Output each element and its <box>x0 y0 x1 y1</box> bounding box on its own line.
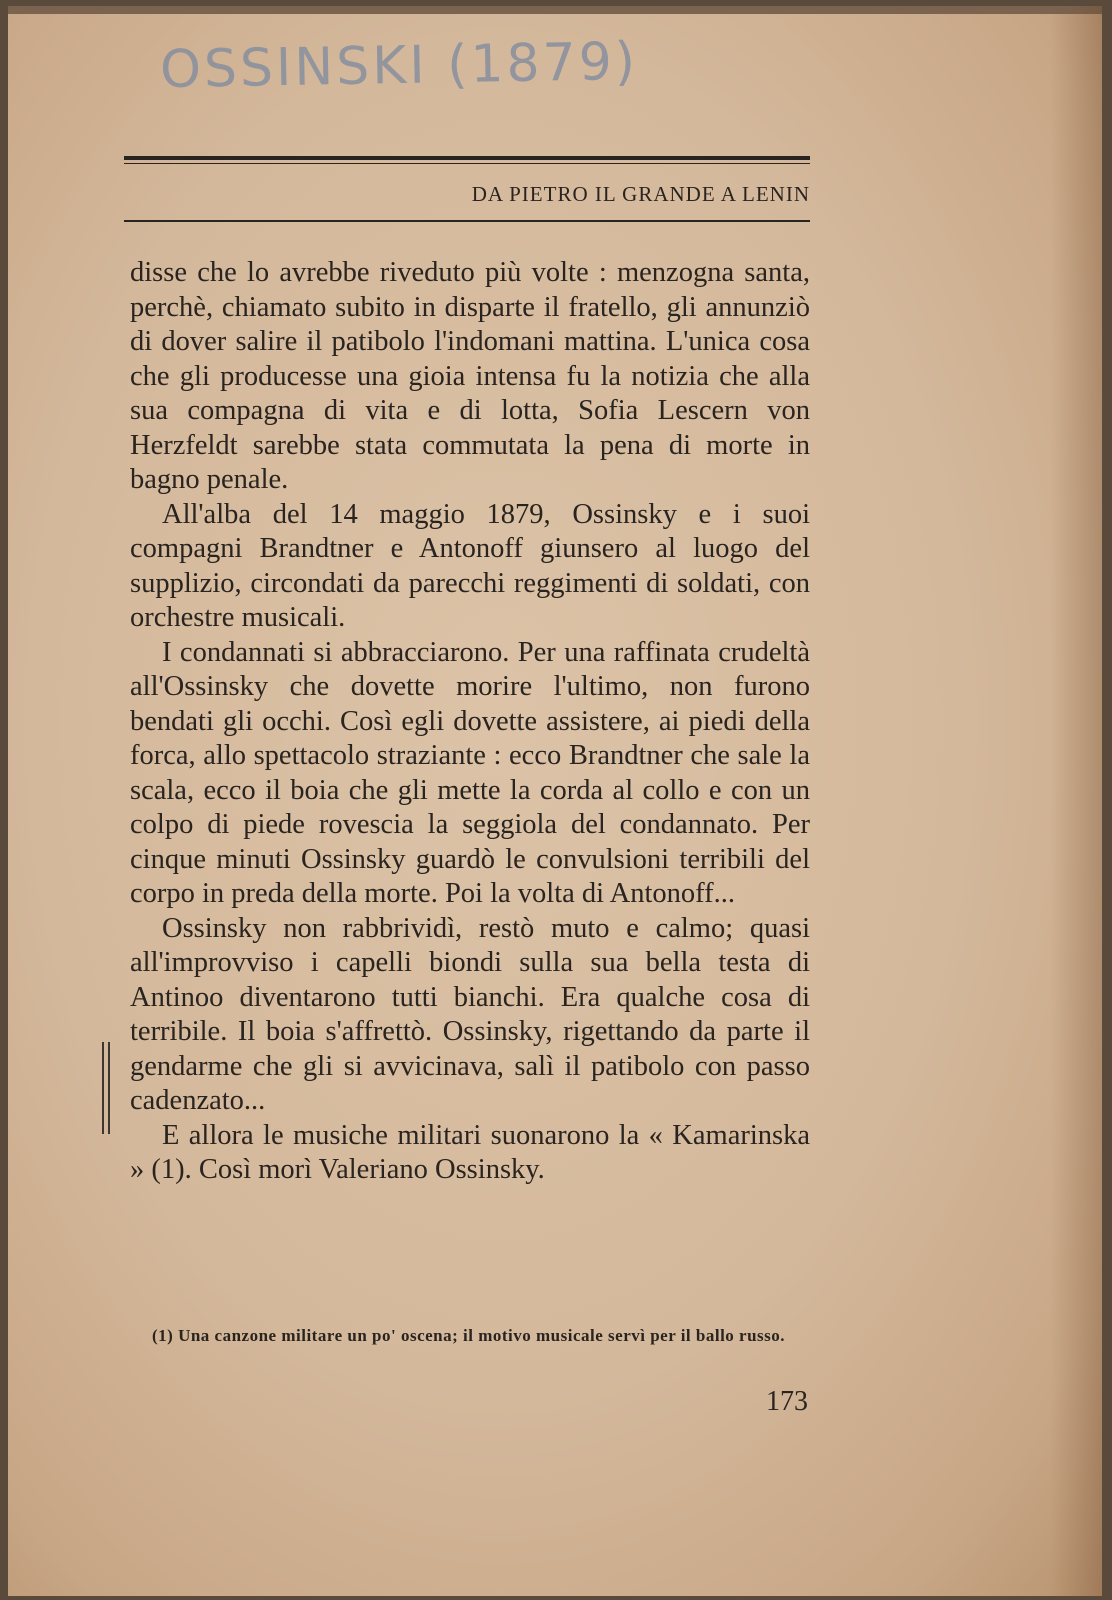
paragraph: E allora le musiche militari suonarono la « Kamarinska » (1). Così morì Valeriano Ossinsky. <box>130 1119 810 1185</box>
paragraph: disse che lo avrebbe riveduto più volte : menzogna santa, perchè, chiamato subito in disparte il fratello, gli annunziò di dover salire il patibolo l'indomani mattina. L'unica cosa che gli producesse una gioia intensa fu la notizia che alla sua compagna di vita e di lotta, Sofia Lescern von Herzfeldt sarebbe stata commutata la pena di morte in bagno penale. <box>130 257 810 495</box>
paragraph: Ossinsky non rabbrividì, restò muto e calmo; quasi all'improvviso i capelli biondi sulla sua bella testa di Antinoo diventarono tutti bianchi. Era qualche cosa di terribile. Il boia s'affrettò. Ossinsky, rigettando da parte il gendarme che gli si avvicinava, salì il patibolo con passo cadenzato... <box>130 912 810 1116</box>
paragraph: I condannati si abbracciarono. Per una raffinata crudeltà all'Ossinsky che dovette morire l'ultimo, non furono bendati gli occhi. Così egli dovette assistere, ai piedi della forca, allo spettacolo straziante : ecco Brandtner che sale la scala, ecco il boia che gli mette la corda al collo e con un colpo di piede rovescia la seggiola del condannato. Per cinque minuti Ossinsky guardò le convulsioni terribili del corpo in preda della morte. Poi la volta di Antonoff... <box>130 636 810 909</box>
page-number: 173 <box>766 1386 808 1417</box>
handwritten-note: OSSINSKI (1879) <box>159 31 639 101</box>
footnote <box>130 1326 810 1346</box>
header-rule-bottom <box>124 220 810 222</box>
page-top-shadow <box>8 6 1102 14</box>
footnote-text: (1) Una canzone militare un po' oscena; il motivo musicale servì per il ballo russo. <box>152 1326 786 1345</box>
book-page <box>8 6 1102 1596</box>
running-header: DA PIETRO IL GRANDE A LENIN <box>471 182 810 206</box>
page-edge-wear <box>1050 6 1102 1596</box>
body-text <box>130 256 810 1188</box>
header-rule-top-thin <box>124 163 810 164</box>
paragraph: All'alba del 14 maggio 1879, Ossinsky e i suoi compagni Brandtner e Antonoff giunsero al luogo del supplizio, circondati da parecchi reggimenti di soldati, con orchestre musicali. <box>130 498 810 633</box>
header-rule-top <box>124 156 810 160</box>
margin-pencil-mark <box>100 1042 112 1134</box>
